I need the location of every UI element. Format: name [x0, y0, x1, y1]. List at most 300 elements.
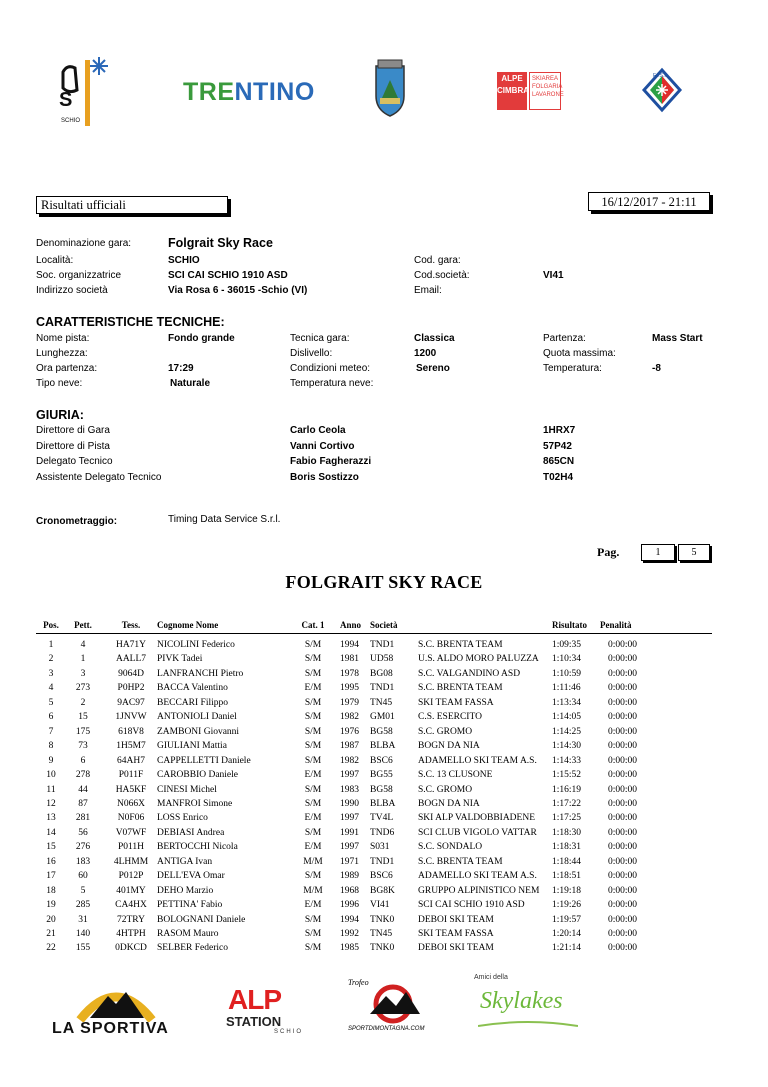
address-label: Indirizzo società [36, 285, 108, 296]
cell-license: P011H [117, 842, 145, 853]
cell-club: DEBOI SKI TEAM [418, 943, 494, 954]
cell-year: 1982 [340, 755, 359, 766]
col-bib: Pett. [74, 620, 92, 630]
cell-category: E/M [304, 683, 322, 694]
cell-year: 1985 [340, 943, 359, 954]
cell-club-code: TNK0 [370, 914, 395, 925]
fisi-logo [638, 66, 686, 114]
cell-category: S/M [304, 943, 322, 954]
cell-penalty: 0:00:00 [608, 842, 638, 853]
cell-license: P011F [118, 770, 144, 781]
cell-category: M/M [303, 885, 323, 896]
cell-pos: 8 [48, 741, 54, 752]
cell-year: 1976 [340, 726, 359, 737]
svg-text:SCHIO: SCHIO [61, 118, 81, 124]
total-pages: 5 [678, 544, 710, 561]
cell-pos: 5 [48, 697, 54, 708]
cell-result: 1:14:33 [552, 755, 582, 766]
table-row [0, 741, 768, 755]
cell-pos: 14 [46, 827, 56, 838]
cell-bib: 31 [78, 914, 88, 925]
cell-license: 401MY [116, 885, 146, 896]
cell-club: S.C. BRENTA TEAM [418, 856, 503, 867]
cell-penalty: 0:00:00 [608, 929, 638, 939]
timing-provider: Timing Data Service S.r.l. [168, 514, 281, 525]
cell-club: ADAMELLO SKI TEAM A.S. [418, 755, 537, 766]
cell-result: 1:21:14 [552, 943, 582, 954]
cell-club: S.C. SONDALO [418, 842, 483, 853]
cell-pos: 1 [48, 640, 54, 650]
cell-category: S/M [304, 755, 322, 766]
cell-license: AALL7 [115, 654, 147, 665]
cell-bib: 87 [78, 798, 88, 809]
cell-result: 1:09:35 [552, 640, 582, 650]
cell-club: SKI TEAM FASSA [418, 697, 494, 708]
cell-result: 1:18:44 [552, 856, 582, 867]
cell-year: 1982 [340, 712, 359, 723]
cell-penalty: 0:00:00 [608, 654, 638, 665]
cell-result: 1:17:25 [552, 813, 582, 824]
cell-bib: 140 [75, 929, 91, 939]
track-name-label: Nome pista: [36, 333, 90, 344]
cell-category: S/M [304, 784, 322, 795]
table-row [0, 712, 768, 726]
cell-pos: 10 [46, 770, 56, 781]
cell-pos: 2 [48, 654, 54, 665]
cell-year: 1995 [340, 683, 359, 694]
cell-name: DELL'EVA Omar [157, 871, 225, 882]
start-type-label: Partenza: [543, 333, 586, 344]
cell-pos: 12 [46, 798, 56, 809]
track-name: Fondo grande [168, 333, 235, 344]
trofeo-logo: Trofeo SPORTDIMONTAGNA.COM [348, 978, 425, 1032]
cell-pos: 20 [46, 914, 56, 925]
cell-club: S.C. BRENTA TEAM [418, 640, 503, 650]
schio-logo [55, 50, 115, 128]
address: Via Rosa 6 - 36015 -Schio (VI) [168, 285, 308, 296]
col-name: Cognome Nome [157, 620, 219, 630]
cell-pos: 19 [46, 900, 56, 911]
trentino-logo: TRENTINO [183, 78, 315, 106]
cell-club-code: TND1 [370, 856, 395, 867]
cell-result: 1:14:05 [552, 712, 582, 723]
col-license: Tess. [121, 620, 141, 630]
start-time-label: Ora partenza: [36, 363, 98, 374]
cell-year: 1971 [340, 856, 359, 867]
jury-name: Fabio Fagherazzi [290, 456, 372, 467]
cell-license: 9AC97 [117, 697, 145, 708]
cell-pos: 11 [46, 784, 56, 795]
jury-name: Carlo Ceola [290, 425, 346, 436]
official-results-label: Risultati ufficiali [36, 196, 228, 214]
cell-license: P012P [118, 871, 144, 882]
cell-club: S.C. VALGANDINO ASD [418, 668, 521, 679]
cell-year: 1994 [340, 914, 359, 925]
cell-category: S/M [304, 827, 322, 838]
cell-result: 1:19:26 [552, 900, 582, 911]
table-row [0, 727, 768, 741]
cell-category: E/M [304, 813, 322, 824]
cell-result: 1:10:34 [552, 654, 582, 665]
cell-year: 1987 [340, 741, 359, 752]
cell-bib: 273 [75, 683, 91, 694]
cell-club-code: TN45 [370, 697, 393, 708]
cell-bib: 278 [75, 770, 91, 781]
cell-year: 1992 [340, 929, 359, 939]
max-altitude-label: Quota massima: [543, 348, 616, 359]
cell-club: GRUPPO ALPINISTICO NEM [418, 885, 540, 896]
temperature-label: Temperatura: [543, 363, 602, 374]
cell-penalty: 0:00:00 [608, 885, 638, 896]
table-row [0, 857, 768, 871]
cell-club-code: BG55 [370, 770, 393, 781]
technique-label: Tecnica gara: [290, 333, 350, 344]
race-title: FOLGRAIT SKY RACE [285, 572, 483, 592]
cell-year: 1991 [340, 827, 359, 838]
cell-bib: 60 [78, 871, 88, 882]
organizer-label: Soc. organizzatrice [36, 270, 122, 281]
elevation-label: Dislivello: [290, 348, 333, 359]
page-label: Pag. [597, 545, 620, 559]
results-table-header [0, 620, 768, 634]
cell-club-code: TNK0 [370, 943, 395, 954]
jury-role: Delegato Tecnico [36, 456, 113, 467]
cell-bib: 276 [75, 842, 91, 853]
table-row [0, 640, 768, 654]
col-club: Società [370, 620, 398, 630]
cell-bib: 155 [75, 943, 91, 954]
cell-license: 4LHMM [113, 856, 149, 867]
skylakes-logo: Amici della Skylakes [474, 974, 584, 1034]
cell-bib: 2 [80, 697, 86, 708]
la-sportiva-logo: LA SPORTIVA [50, 978, 185, 1038]
cell-penalty: 0:00:00 [608, 798, 638, 809]
cell-bib: 175 [75, 726, 91, 737]
cell-penalty: 0:00:00 [608, 712, 638, 723]
cell-year: 1983 [340, 784, 359, 795]
location: SCHIO [168, 255, 200, 266]
cell-result: 1:18:31 [552, 842, 582, 853]
cell-penalty: 0:00:00 [608, 827, 638, 838]
cell-license: 9064D [118, 668, 144, 679]
table-row [0, 785, 768, 799]
cell-bib: 15 [78, 712, 88, 723]
table-row [0, 770, 768, 784]
table-row [0, 813, 768, 827]
cell-penalty: 0:00:00 [608, 813, 638, 824]
cell-category: S/M [304, 871, 322, 882]
cell-bib: 44 [78, 784, 88, 795]
cell-bib: 285 [75, 900, 91, 911]
race-name-label: Denominazione gara: [36, 238, 132, 249]
cell-license: 72TRY [117, 914, 145, 925]
cell-pos: 16 [46, 856, 56, 867]
jury-code: T02H4 [543, 471, 574, 483]
cell-license: V07WF [115, 827, 147, 838]
cell-license: 1H5M7 [116, 741, 146, 752]
cell-name: RASOM Mauro [157, 929, 219, 939]
cell-bib: 6 [80, 755, 86, 766]
cell-year: 1994 [340, 640, 359, 650]
cell-name: NICOLINI Federico [157, 640, 235, 650]
table-row [0, 799, 768, 813]
table-row [0, 828, 768, 842]
cell-category: S/M [304, 741, 322, 752]
cell-license: N0F06 [117, 813, 145, 824]
cell-club: BOGN DA NIA [418, 741, 480, 752]
table-row [0, 871, 768, 885]
cell-name: PETTINA' Fabio [157, 900, 223, 911]
cell-penalty: 0:00:00 [608, 914, 638, 925]
cell-name: CAPPELLETTI Daniele [157, 755, 251, 766]
cell-category: S/M [304, 654, 322, 665]
organizer: SCI CAI SCHIO 1910 ASD [168, 270, 288, 281]
cell-club-code: BSC6 [370, 755, 393, 766]
cell-club: SCI CLUB VIGOLO VATTAR [418, 827, 537, 838]
cell-license: CA4HX [115, 900, 147, 911]
cell-pos: 18 [46, 885, 56, 896]
cell-result: 1:13:34 [552, 697, 582, 708]
table-row [0, 929, 768, 943]
cell-club: S.C. GROMO [418, 726, 473, 737]
cell-club: S.C. GROMO [418, 784, 473, 795]
cell-category: S/M [304, 798, 322, 809]
cell-name: BERTOCCHI Nicola [157, 842, 238, 853]
cell-pos: 21 [46, 929, 56, 939]
cell-category: S/M [304, 697, 322, 708]
table-row [0, 943, 768, 957]
cell-name: LOSS Enrico [157, 813, 208, 824]
jury-role: Direttore di Gara [36, 425, 110, 436]
cell-club: C.S. ESERCITO [418, 712, 482, 723]
cell-name: ANTONIOLI Daniel [157, 712, 237, 723]
cell-result: 1:11:46 [552, 683, 581, 694]
cell-club-code: S031 [370, 842, 390, 853]
cell-bib: 281 [75, 813, 91, 824]
cell-license: HA71Y [115, 640, 147, 650]
report-datetime: 16/12/2017 - 21:11 [588, 192, 710, 211]
table-row [0, 900, 768, 914]
cell-club-code: BLBA [370, 798, 396, 809]
cell-club-code: BG8K [370, 885, 395, 896]
cell-year: 1989 [340, 871, 359, 882]
cell-name: BOLOGNANI Daniele [157, 914, 246, 925]
cell-category: E/M [304, 900, 322, 911]
table-row [0, 683, 768, 697]
cell-penalty: 0:00:00 [608, 683, 638, 694]
cell-penalty: 0:00:00 [608, 697, 638, 708]
cell-category: S/M [304, 668, 322, 679]
cell-bib: 5 [80, 885, 86, 896]
length-label: Lunghezza: [36, 348, 88, 359]
alpe-cimbra-logo: ALPE CIMBRA SKIAREA FOLGARIA LAVARONE [497, 72, 561, 110]
cell-pos: 15 [46, 842, 56, 853]
cell-penalty: 0:00:00 [608, 784, 638, 795]
cell-bib: 1 [80, 654, 86, 665]
cell-penalty: 0:00:00 [608, 668, 638, 679]
cell-year: 1979 [340, 697, 359, 708]
technique: Classica [414, 333, 455, 344]
table-row [0, 915, 768, 929]
cell-category: S/M [304, 726, 322, 737]
cell-penalty: 0:00:00 [608, 900, 638, 911]
cell-result: 1:19:57 [552, 914, 582, 925]
cell-result: 1:15:52 [552, 770, 582, 781]
col-pos: Pos. [43, 620, 59, 630]
cell-club-code: BG58 [370, 784, 393, 795]
cell-name: BACCA Valentino [157, 683, 228, 694]
jury-name: Boris Sostizzo [290, 471, 359, 483]
cell-club-code: TN45 [370, 929, 393, 939]
cell-year: 1997 [340, 842, 359, 853]
cell-category: S/M [304, 914, 322, 925]
jury-section-title: GIURIA: [36, 408, 84, 422]
cell-name: DEHO Marzio [157, 885, 214, 896]
cell-pos: 22 [46, 943, 56, 954]
cell-name: BECCARI Filippo [157, 697, 228, 708]
cell-year: 1978 [340, 668, 359, 679]
cell-bib: 3 [80, 668, 86, 679]
cell-club-code: TND1 [370, 640, 395, 650]
jury-role: Assistente Delegato Tecnico [36, 471, 162, 483]
cell-club: DEBOI SKI TEAM [418, 914, 494, 925]
cell-name: SELBER Federico [157, 943, 228, 954]
cell-club: S.C. 13 CLUSONE [418, 770, 493, 781]
snow-type-label: Tipo neve: [36, 378, 83, 389]
cell-name: DEBIASI Andrea [157, 827, 225, 838]
cell-penalty: 0:00:00 [608, 871, 638, 882]
cell-year: 1997 [340, 770, 359, 781]
table-row [0, 669, 768, 683]
temperature: -8 [652, 363, 661, 374]
club-code: VI41 [543, 270, 564, 281]
cell-bib: 73 [78, 741, 88, 752]
cell-pos: 9 [48, 755, 54, 766]
elevation: 1200 [414, 348, 437, 359]
jury-name: Vanni Cortivo [290, 440, 355, 452]
cell-club: BOGN DA NIA [418, 798, 480, 809]
cell-license: P0HP2 [117, 683, 145, 694]
current-page: 1 [641, 544, 675, 561]
snow-type: Naturale [170, 378, 211, 389]
cell-license: 1JNVW [115, 712, 147, 723]
cell-result: 1:10:59 [552, 668, 582, 679]
cell-club-code: BG08 [370, 668, 393, 679]
cell-year: 1981 [340, 654, 359, 665]
jury-role: Direttore di Pista [36, 440, 110, 452]
cell-club-code: TND1 [370, 683, 395, 694]
cell-license: 4HTPH [116, 929, 146, 939]
cell-category: S/M [304, 640, 322, 650]
header-divider [36, 633, 712, 634]
col-penalty: Penalità [600, 620, 632, 630]
cell-club-code: BSC6 [370, 871, 393, 882]
race-code-label: Cod. gara: [414, 255, 461, 266]
cell-year: 1996 [340, 900, 359, 911]
cell-bib: 4 [80, 640, 86, 650]
cell-penalty: 0:00:00 [608, 943, 638, 954]
cell-license: N066X [117, 798, 145, 809]
col-category: Cat. 1 [301, 620, 325, 630]
cell-club: SCI CAI SCHIO 1910 ASD [418, 900, 525, 911]
cell-result: 1:18:51 [552, 871, 582, 882]
cell-category: S/M [304, 712, 322, 723]
technical-section-title: CARATTERISTICHE TECNICHE: [36, 315, 225, 329]
cell-club: U.S. ALDO MORO PALUZZA [418, 654, 539, 665]
cell-club-code: BG58 [370, 726, 393, 737]
cell-category: E/M [304, 770, 322, 781]
cell-result: 1:18:30 [552, 827, 582, 838]
snow-temp-label: Temperatura neve: [290, 378, 374, 389]
cell-pos: 6 [48, 712, 54, 723]
cell-club: ADAMELLO SKI TEAM A.S. [418, 871, 537, 882]
cell-result: 1:16:19 [552, 784, 582, 795]
jury-code: 1HRX7 [543, 425, 576, 436]
table-row [0, 886, 768, 900]
table-row [0, 756, 768, 770]
table-row [0, 654, 768, 668]
table-row [0, 842, 768, 856]
cell-penalty: 0:00:00 [608, 640, 638, 650]
cell-category: E/M [304, 842, 322, 853]
cell-pos: 4 [48, 683, 54, 694]
weather: Sereno [416, 363, 450, 374]
cell-name: MANFROI Simone [157, 798, 233, 809]
cell-license: 0DKCD [115, 943, 147, 954]
col-result: Risultato [552, 620, 588, 630]
cell-license: 64AH7 [117, 755, 145, 766]
cell-license: 618V8 [118, 726, 144, 737]
club-code-label: Cod.società: [414, 270, 470, 281]
cell-bib: 56 [78, 827, 88, 838]
alp-station-logo: ALP STATION SCHIO [226, 984, 304, 1035]
cell-result: 1:14:25 [552, 726, 582, 737]
jury-code: 57P42 [543, 440, 572, 452]
start-type: Mass Start [652, 333, 703, 344]
cell-penalty: 0:00:00 [608, 755, 638, 766]
cell-pos: 7 [48, 726, 54, 737]
svg-text:S: S [59, 89, 73, 111]
location-label: Località: [36, 255, 74, 266]
weather-label: Condizioni meteo: [290, 363, 371, 374]
cell-penalty: 0:00:00 [608, 741, 638, 752]
cell-name: CAROBBIO Daniele [157, 770, 239, 781]
cell-pos: 13 [46, 813, 56, 824]
cell-name: PIVK Tadei [157, 654, 203, 665]
cell-penalty: 0:00:00 [608, 856, 638, 867]
email-label: Email: [414, 285, 442, 296]
table-row [0, 698, 768, 712]
cell-club: SKI ALP VALDOBBIADENE [418, 813, 536, 824]
cell-club-code: BLBA [370, 741, 396, 752]
cell-club: SKI TEAM FASSA [418, 929, 494, 939]
cell-name: ZAMBONI Giovanni [157, 726, 240, 737]
cell-bib: 183 [75, 856, 91, 867]
col-year: Anno [340, 620, 362, 630]
cell-penalty: 0:00:00 [608, 770, 638, 781]
timing-label: Cronometraggio: [36, 516, 118, 527]
cell-name: LANFRANCHI Pietro [157, 668, 244, 679]
cell-club: S.C. BRENTA TEAM [418, 683, 503, 694]
race-name: Folgrait Sky Race [168, 236, 273, 250]
cell-club-code: VI41 [370, 900, 390, 911]
cell-license: HA5KF [115, 784, 147, 795]
cell-year: 1990 [340, 798, 359, 809]
cell-club-code: GM01 [370, 712, 395, 723]
cell-category: M/M [303, 856, 323, 867]
cell-club-code: UD58 [370, 654, 394, 665]
cell-result: 1:17:22 [552, 798, 582, 809]
